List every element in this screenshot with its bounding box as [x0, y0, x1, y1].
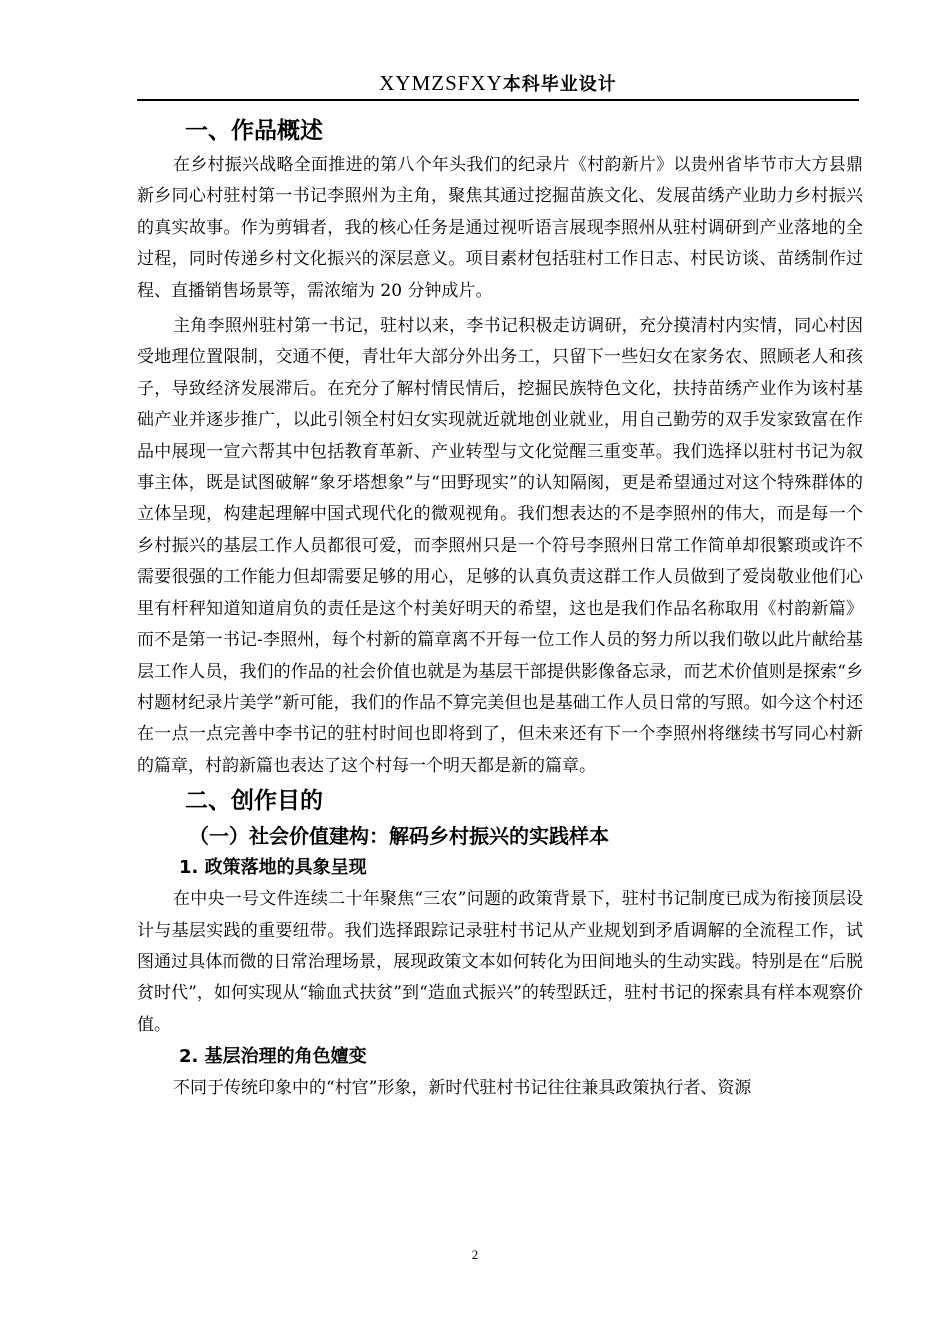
section-2-paragraph-1: 在中央一号文件连续二十年聚焦“三农”问题的政策背景下，驻村书记制度已成为衔接顶层设计与基层实践的重要纽带。我们选择跟踪记录驻村书记从产业规划到矛盾调解的全流程工作，试图通过具体而微的日常治理场景，展现政策文本如何转化为田间地头的生动实践。特别是在“后脱贫时代”，如何实现从“输血式扶贫”到“造血式振兴”的转型跃迁，驻村书记的探索具有样本观察价值。: [137, 889, 863, 1035]
section-2-paragraph-2: 不同于传统印象中的“村官”形象，新时代驻村书记往往兼具政策执行者、资源: [173, 1078, 752, 1099]
page-body: [137, 112, 863, 1105]
section-2-subheading-1: （一）社会价值建构：解码乡村振兴的实践样本: [189, 824, 609, 849]
header-title: 本科毕业设计: [502, 74, 617, 95]
section-1-paragraph-2: 主角李照州驻村第一书记，驻村以来，李书记积极走访调研，充分摸清村内实情，同心村因受地理位置限制，交通不便，青壮年大部分外出务工，只留下一些妇女在家务农、照顾老人和孩子，导致经济发展滞后。在充分了解村情民情后，挖掘民族特色文化，扶持苗绣产业作为该村基础产业并逐步推广，以此引领全村妇女实现就近就地创业就业，用自己勤劳的双手发家致富在作品中展现一宣六帮其中包括教育革新、产业转型与文化觉醒三重变革。我们选择以驻村书记为叙事主体，既是试图破解“象牙塔想象”与“田野现实”的认知隔阂，更是希望通过对这个特殊群体的立体呈现，构建起理解中国式现代化的微观视角。我们想表达的不是李照州的伟大，而是每一个乡村振兴的基层工作人员都很可爱，而李照州只是一个符号李照州日常工作简单却很繁琐或许不需要很强的工作能力但却需要足够的用心，足够的认真负责这群工作人员做到了爱岗敬业他们心里有杆秤知道知道肩负的责任是这个村美好明天的希望，这也是我们作品名称取用《村韵新篇》而不是第一书记-李照州，每个村新的篇章离不开每一位工作人员的努力所以我们敬以此片献给基层工作人员，我们的作品的社会价值也就是为基层干部提供影像备忘录，而艺术价值则是探索“乡村题材纪录片美学”新可能，我们的作品不算完美但也是基础工作人员日常的写照。如今这个村还在一点一点完善中李书记的驻村时间也即将到了，但未来还有下一个李照州将继续书写同心村新的篇章，村韵新篇也表达了这个村每一个明天都是新的篇章。: [137, 316, 863, 776]
page-number: 2: [471, 1247, 479, 1262]
page-header: [137, 68, 859, 98]
section-2-item-1-heading: 1. 政策落地的具象呈现: [179, 857, 367, 879]
header-code: XYMZSFXY: [379, 71, 503, 95]
section-1-paragraph-1: 在乡村振兴战略全面推进的第八个年头我们的纪录片《村韵新片》以贵州省毕节市大方县鼎新乡同心村驻村第一书记李照州为主角，聚焦其通过挖掘苗族文化、发展苗绣产业助力乡村振兴的真实故事。作为剪辑者，我的核心任务是通过视听语言展现李照州从驻村调研到产业落地的全过程，同时传递乡村文化振兴的深层意义。项目素材包括驻村工作日志、村民访谈、苗绣制作过程、直播销售场景等，需浓缩为 20 分钟成片。: [137, 155, 863, 301]
section-2-item-2-heading: 2. 基层治理的角色嬗变: [179, 1046, 367, 1068]
section-2-heading: 二、创作目的: [185, 788, 323, 815]
section-1-heading: 一、作品概述: [185, 118, 323, 144]
header-rule: [137, 99, 859, 101]
